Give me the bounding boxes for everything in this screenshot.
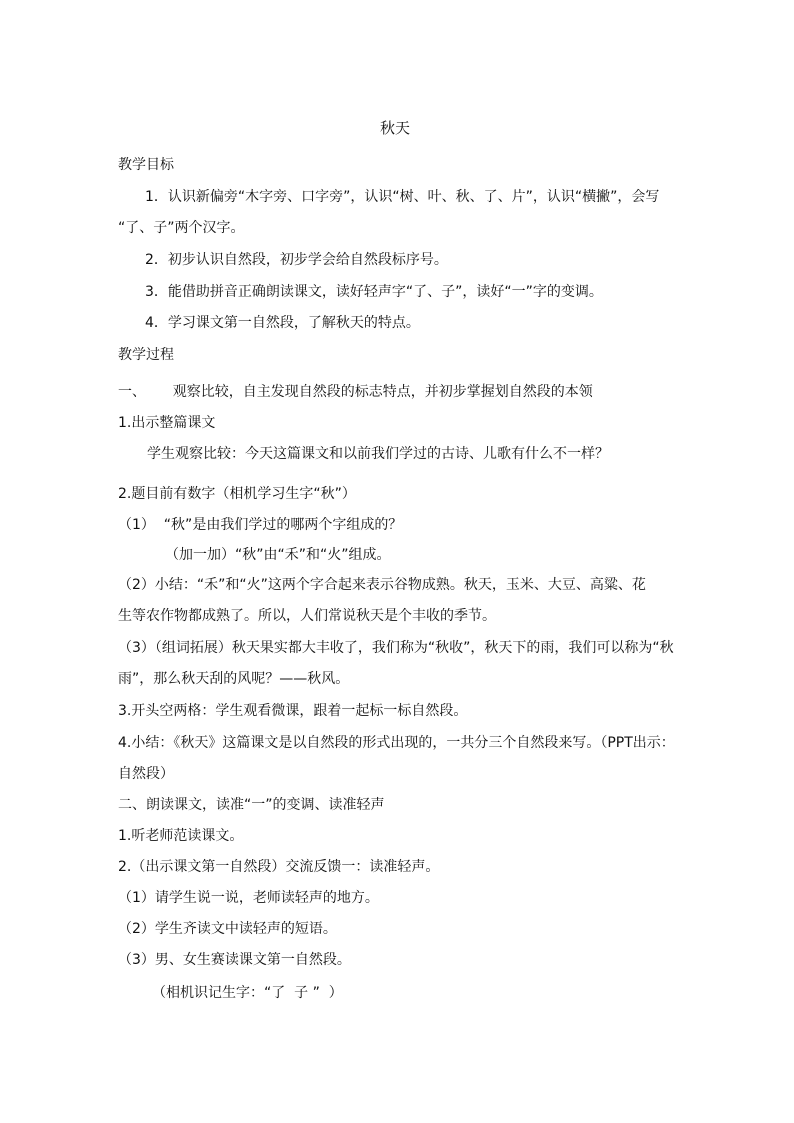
goal-item-3: 3．能借助拼音正确朗读课文，读好轻声字“了、子”，读好“一”字的变调。 (145, 284, 603, 300)
goal-item-1-cont: “了、子”两个汉字。 (118, 220, 245, 236)
section-heading-goals: 教学目标 (118, 157, 174, 173)
step-1-1: 1.出示整篇课文 (118, 415, 216, 431)
section-heading-process: 教学过程 (118, 347, 174, 363)
process-part-1-heading: 一、 观察比较，自主发现自然段的标志特点，并初步掌握划自然段的本领 (118, 384, 593, 400)
step-1-2-sub-2-cont: 生等农作物都成熟了。所以，人们常说秋天是个丰收的季节。 (118, 608, 496, 624)
step-1-4: 4.小结：《秋天》这篇课文是以自然段的形式出现的，一共分三个自然段来写。（PPT出示： (118, 735, 675, 751)
step-2-2: 2.（出示课文第一自然段）交流反馈一：读准轻声。 (118, 859, 440, 875)
goal-item-1: 1．认识新偏旁“木字旁、口字旁”，认识“树、叶、秋、了、片”，认识“横撇”，会写 (145, 189, 660, 205)
goal-item-2: 2．初步认识自然段，初步学会给自然段标序号。 (145, 252, 448, 268)
step-1-2-sub-1: （1） “秋”是由我们学过的哪两个字组成的？ (118, 517, 403, 533)
step-2-1: 1.听老师范读课文。 (118, 828, 244, 844)
step-1-2-sub-3-cont: 雨”，那么秋天刮的风呢？——秋风。 (118, 671, 350, 687)
step-2-2-sub-2: （2）学生齐读文中读轻声的短语。 (118, 921, 337, 937)
step-2-2-sub-3: （3）男、女生赛读课文第一自然段。 (118, 952, 351, 968)
step-1-2-sub-1-answer: （加一加）“秋”由“禾”和“火”组成。 (165, 547, 391, 563)
step-1-2-sub-2: （2）小结：“禾”和“火”这两个字合起来表示谷物成熟。秋天，玉米、大豆、高粱、花 (118, 577, 646, 593)
step-1-2: 2.题目前有数字（相机学习生字“秋”） (118, 486, 356, 502)
step-1-3: 3.开头空两格：学生观看微课，跟着一起标一标自然段。 (118, 703, 468, 719)
step-2-2-sub-1: （1）请学生说一说，老师读轻声的地方。 (118, 890, 379, 906)
goal-item-4: 4．学习课文第一自然段，了解秋天的特点。 (145, 315, 420, 331)
step-2-2-note: （相机识记生字：“了 子 ” ） (152, 985, 343, 1001)
step-1-2-sub-3: （3）（组词拓展）秋天果实都大丰收了，我们称为“秋收”，秋天下的雨，我们可以称为“秋 (118, 640, 674, 656)
step-1-4-cont: 自然段） (118, 766, 174, 782)
document-title: 秋天 (380, 119, 411, 137)
step-1-1-text: 学生观察比较：今天这篇课文和以前我们学过的古诗、儿歌有什么不一样？ (147, 446, 609, 462)
process-part-2-heading: 二、朗读课文，读准“一”的变调、读准轻声 (118, 797, 385, 813)
